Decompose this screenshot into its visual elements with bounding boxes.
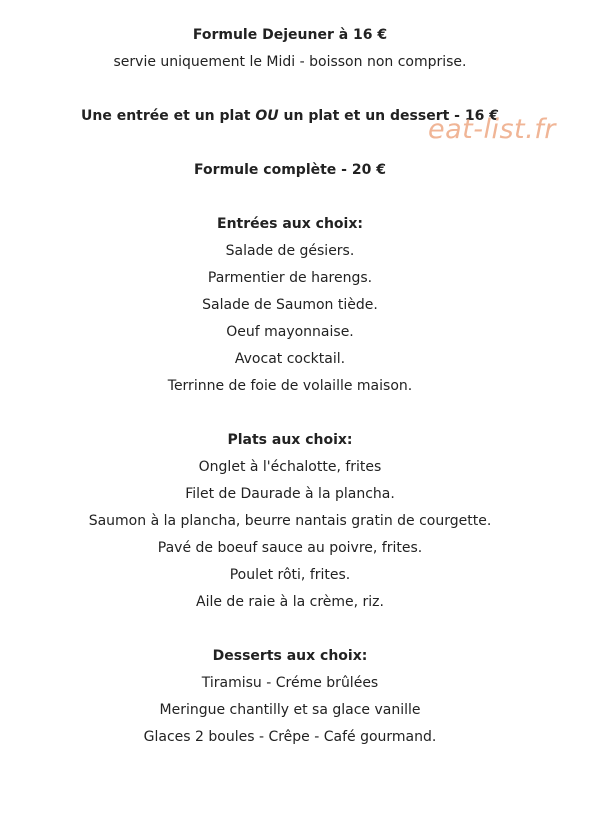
entree-item: Avocat cocktail.	[234, 351, 346, 367]
plat-item: Pavé de boeuf sauce au poivre, frites.	[157, 540, 423, 556]
formule-dejeuner-note: servie uniquement le Midi - boisson non comprise.	[113, 54, 467, 70]
plats-heading: Plats aux choix:	[227, 432, 353, 448]
watermark-logo: eat-list.fr	[428, 114, 556, 145]
option-part-1: Une entrée et un plat	[81, 108, 256, 124]
spacer	[0, 400, 580, 427]
entree-item: Oeuf mayonnaise.	[226, 324, 354, 340]
plat-item: Aile de raie à la crème, riz.	[196, 594, 384, 610]
spacer	[0, 616, 580, 643]
entree-item: Parmentier de harengs.	[207, 270, 373, 286]
formule-dejeuner-title: Formule Dejeuner à 16 €	[192, 27, 388, 43]
plat-item: Filet de Daurade à la plancha.	[185, 486, 395, 502]
spacer	[0, 184, 580, 211]
option-or-word: OU	[255, 108, 279, 124]
dessert-item: Glaces 2 boules - Crêpe - Café gourmand.	[143, 729, 437, 745]
dessert-item: Meringue chantilly et sa glace vanille	[159, 702, 421, 718]
entree-item: Salade de Saumon tiède.	[202, 297, 378, 313]
formule-complete-title: Formule complète - 20 €	[194, 162, 386, 178]
plat-item: Onglet à l'échalotte, frites	[198, 459, 382, 475]
spacer	[0, 76, 580, 103]
entrees-heading: Entrées aux choix:	[217, 216, 363, 232]
plat-item: Saumon à la plancha, beurre nantais gratin de courgette.	[88, 513, 492, 529]
entree-item: Salade de gésiers.	[225, 243, 355, 259]
desserts-heading: Desserts aux choix:	[212, 648, 368, 664]
plat-item: Poulet rôti, frites.	[229, 567, 351, 583]
option-part-2: un plat et un dessert - 16 €	[278, 108, 499, 124]
dessert-item: Tiramisu - Créme brûlées	[201, 675, 379, 691]
entree-item: Terrinne de foie de volaille maison.	[167, 378, 413, 394]
